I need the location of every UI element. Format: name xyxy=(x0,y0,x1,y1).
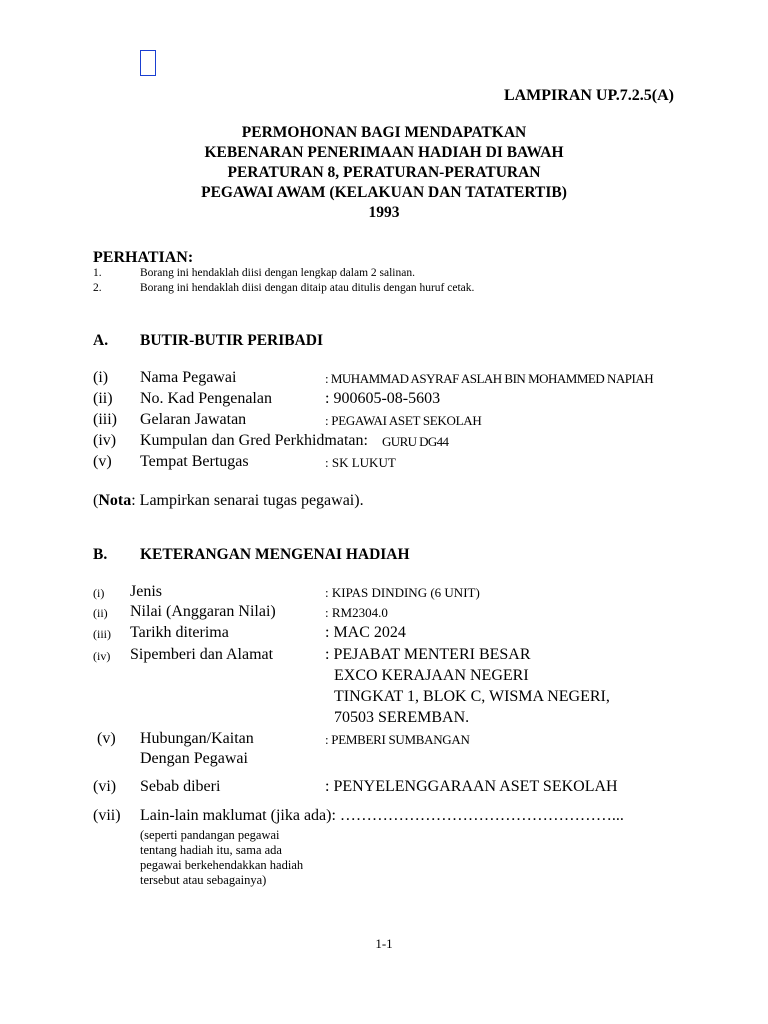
hint-line: tersebut atau sebagainya) xyxy=(140,873,267,887)
jenis-value: : KIPAS DINDING (6 UNIT) xyxy=(325,585,480,600)
row-label: Nilai (Anggaran Nilai) xyxy=(130,603,276,620)
row-number: (iv) xyxy=(93,649,111,663)
row-number: (iii) xyxy=(93,411,117,428)
note-number: 2. xyxy=(93,282,102,294)
lampiran-reference: LAMPIRAN UP.7.2.5(A) xyxy=(503,87,674,104)
perhatian-heading: PERHATIAN: xyxy=(93,249,194,266)
row-number: (vi) xyxy=(93,778,117,795)
row-number: (vii) xyxy=(93,807,121,824)
row-label: No. Kad Pengenalan xyxy=(140,390,272,407)
row-label: Sipemberi dan Alamat xyxy=(130,646,274,663)
row-label: Kumpulan dan Gred Perkhidmatan: xyxy=(140,432,368,449)
kad-pengenalan-value: : 900605-08-5603 xyxy=(325,390,441,407)
lain-lain-field: Lain-lain maklumat (jika ada): ……………………………………………... xyxy=(140,807,624,824)
row-number: (v) xyxy=(93,453,112,470)
document-title xyxy=(170,123,598,223)
title-line: 1993 xyxy=(368,204,400,221)
sebab-value: : PENYELENGGARAAN ASET SEKOLAH xyxy=(325,778,618,795)
lain-lain-hint xyxy=(140,828,303,888)
row-label: Hubungan/Kaitan xyxy=(140,730,254,747)
title-line: PERMOHONAN BAGI MENDAPATKAN xyxy=(241,124,527,141)
row-number: (i) xyxy=(93,369,109,386)
sipemberi-value: : PEJABAT MENTERI BESAR xyxy=(325,646,531,663)
row-label: Sebab diberi xyxy=(140,778,221,795)
address-line: EXCO KERAJAAN NEGERI xyxy=(334,667,529,684)
hubungan-value: : PEMBERI SUMBANGAN xyxy=(325,732,470,747)
tarikh-value: : MAC 2024 xyxy=(325,624,406,641)
title-line: PEGAWAI AWAM (KELAKUAN DAN TATATERTIB) xyxy=(201,184,567,201)
nota-line: (Nota: Lampirkan senarai tugas pegawai). xyxy=(93,492,364,509)
placeholder-glyph-icon xyxy=(140,50,156,76)
row-label: Gelaran Jawatan xyxy=(140,411,247,428)
title-line: KEBENARAN PENERIMAAN HADIAH DI BAWAH xyxy=(204,144,564,161)
note-text: Borang ini hendaklah diisi dengan ditaip atau ditulis dengan huruf cetak. xyxy=(140,282,475,294)
section-b-title: KETERANGAN MENGENAI HADIAH xyxy=(140,546,410,563)
row-label: Nama Pegawai xyxy=(140,369,237,386)
section-a-title: BUTIR-BUTIR PERIBADI xyxy=(140,332,324,349)
tempat-bertugas-value: : SK LUKUT xyxy=(325,455,396,470)
row-number: (iv) xyxy=(93,432,117,449)
note-text: Borang ini hendaklah diisi dengan lengkap dalam 2 salinan. xyxy=(140,267,415,279)
section-a-letter: A. xyxy=(93,332,109,349)
row-number: (iii) xyxy=(93,627,111,641)
hint-line: tentang hadiah itu, sama ada xyxy=(140,843,282,857)
row-label: Tempat Bertugas xyxy=(140,453,249,470)
row-number: (i) xyxy=(93,586,105,600)
row-label: Tarikh diterima xyxy=(130,624,229,641)
page-number: 1-1 xyxy=(375,936,393,951)
address-line: TINGKAT 1, BLOK C, WISMA NEGERI, xyxy=(334,688,610,705)
section-b-letter: B. xyxy=(93,546,108,563)
row-label: Dengan Pegawai xyxy=(140,750,248,767)
nilai-value: : RM2304.0 xyxy=(325,605,388,620)
note-number: 1. xyxy=(93,267,102,279)
address-line: 70503 SEREMBAN. xyxy=(334,709,470,726)
gelaran-jawatan-value: : PEGAWAI ASET SEKOLAH xyxy=(325,413,482,428)
title-line: PERATURAN 8, PERATURAN-PERATURAN xyxy=(227,164,541,181)
hint-line: (seperti pandangan pegawai xyxy=(140,828,280,842)
row-number: (ii) xyxy=(93,606,108,620)
row-number: (v) xyxy=(97,730,116,747)
gred-value: GURU DG44 xyxy=(382,434,449,449)
row-number: (ii) xyxy=(93,390,113,407)
row-label: Jenis xyxy=(130,583,162,600)
nama-pegawai-value: : MUHAMMAD ASYRAF ASLAH BIN MOHAMMED NAPIAH xyxy=(325,371,654,386)
hint-line: pegawai berkehendakkan hadiah xyxy=(140,858,304,872)
